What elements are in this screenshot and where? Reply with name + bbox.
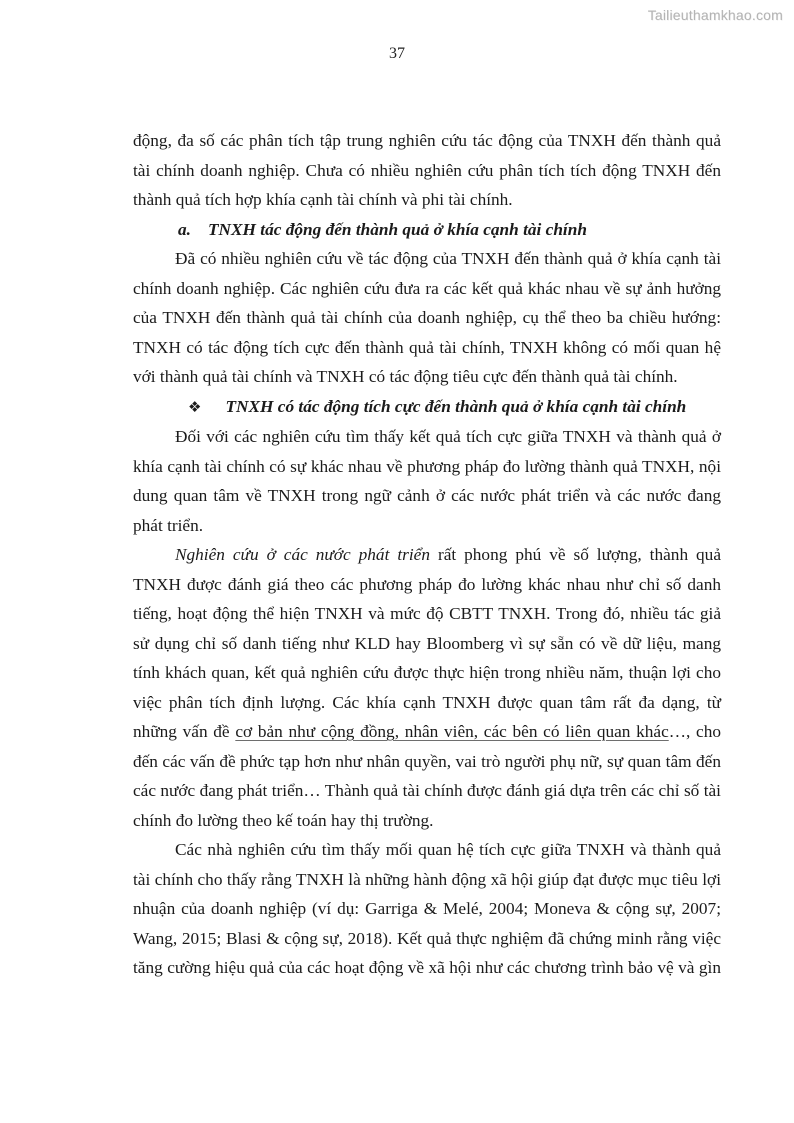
italic-lead-run: Nghiên cứu ở các nước phát triển <box>175 545 430 564</box>
page-number: 37 <box>389 45 405 62</box>
heading-marker: a. <box>178 219 191 239</box>
watermark-text: Tailieuthamkhao.com <box>647 7 783 23</box>
heading-a <box>133 215 721 245</box>
paragraph-continuation: động, đa số các phân tích tập trung nghiên cứu tác động của TNXH đến thành quả tài chính doanh nghiệp. Chưa có nhiều nghiên cứu phân tích tích động TNXH đến thành quả tích hợp khía cạnh tài chính và phi tài chính. <box>133 131 721 209</box>
paragraph: Đối với các nghiên cứu tìm thấy kết quả tích cực giữa TNXH và thành quả ở khía cạnh tài chính có sự khác nhau về phương pháp đo lường thành quả TNXH, nội dung quan tâm về TNXH trong ngữ cảnh ở các nước phát triển và các nước đang phát triển. <box>133 427 721 535</box>
paragraph: Các nhà nghiên cứu tìm thấy mối quan hệ tích cực giữa TNXH và thành quả tài chính cho thấy rằng TNXH là những hành động xã hội giúp đạt được mục tiêu lợi nhuận của doanh nghiệp (ví dụ: Garriga & Melé, 2004; Moneva & cộng sự, 2007; Wang, 2015; Blasi & cộng sự, 2018). Kết quả thực nghiệm đã chứng minh rằng việc tăng cường hiệu quả của các hoạt động về xã hội như các chương trình bảo vệ và gìn <box>133 840 721 977</box>
underlined-run: cơ bản như cộng đồng, nhân viên, các bên có liên quan khác <box>235 722 669 741</box>
heading-text: TNXH tác động đến thành quả ở khía cạnh tài chính <box>207 219 587 239</box>
diamond-bullet-icon: ❖ <box>188 397 202 416</box>
bullet-heading <box>133 392 721 423</box>
bullet-heading-text: TNXH có tác động tích cực đến thành quả ở khía cạnh tài chính <box>225 396 687 416</box>
body-run: …, cho đến các vấn đề phức tạp hơn như nhân quyền, vai trò người phụ nữ, sự quan tâm đến các nước đang phát triển… Thành quả tài chính được đánh giá dựa trên các chỉ số tài chính đo lường theo kế toán hay thị trường. <box>133 722 721 830</box>
body-run: rất phong phú về số lượng, thành quả TNXH được đánh giá theo các phương pháp đo lường khác nhau như chỉ số danh tiếng, hoạt động thể hiện TNXH và mức độ CBTT TNXH. Trong đó, nhiều tác giả sử dụng chỉ số danh tiếng như KLD hay Bloomberg vì sự sẵn có về dữ liệu, mang tính khách quan, kết quả nghiên cứu được thực hiện trong nhiều năm, thuận lợi cho việc phân tích định lượng. Các khía cạnh TNXH được quan tâm rất đa dạng, từ những vấn đề <box>133 545 721 741</box>
document-body <box>133 126 721 983</box>
paragraph: Đã có nhiều nghiên cứu về tác động của TNXH đến thành quả ở khía cạnh tài chính doanh nghiệp. Các nghiên cứu đưa ra các kết quả khác nhau về sự ảnh hưởng của TNXH đến thành quả tài chính của doanh nghiệp, cụ thể theo ba chiều hướng: TNXH có tác động tích cực đến thành quả tài chính, TNXH không có mối quan hệ với thành quả tài chính và TNXH có tác động tiêu cực đến thành quả tài chính. <box>133 249 721 386</box>
paragraph-mixed-runs <box>133 540 721 835</box>
